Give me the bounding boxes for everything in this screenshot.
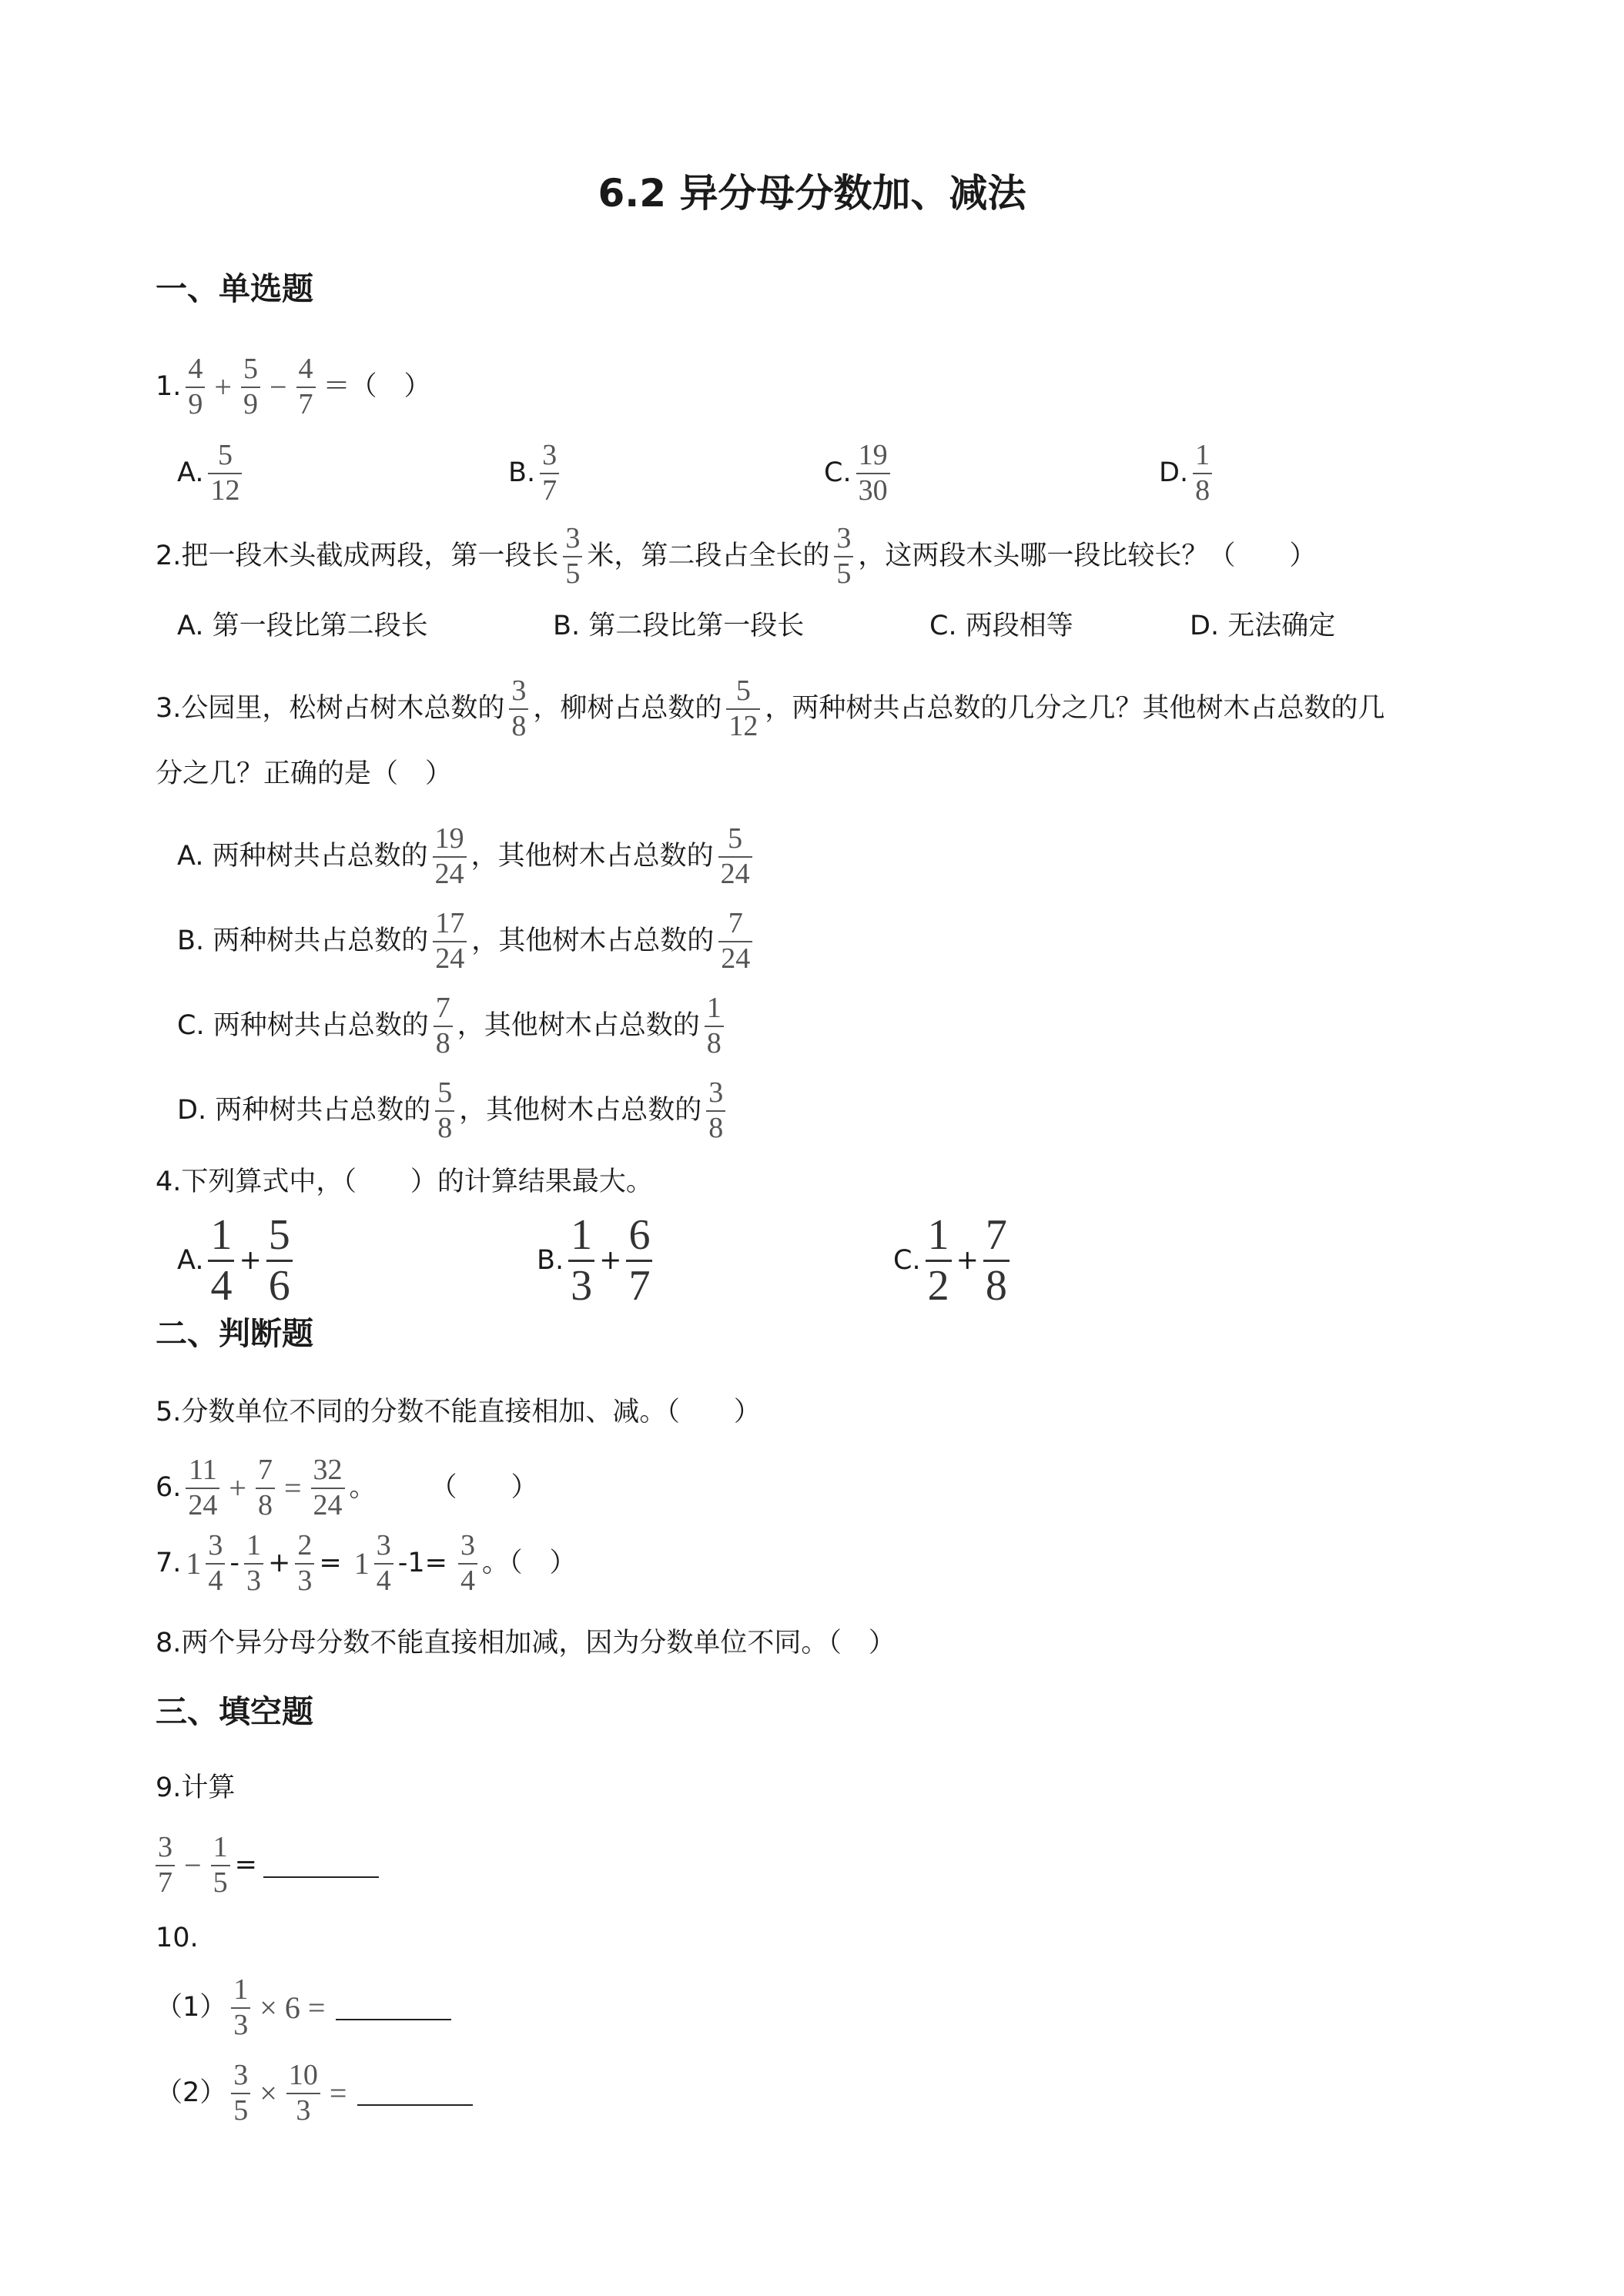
q1-option-a[interactable]: A. $\frac{5}{12}$: [177, 440, 246, 507]
fraction: $\frac{4}{7}$: [296, 354, 316, 420]
q2-option-d[interactable]: D. 无法确定: [1190, 611, 1336, 641]
question-10-part-2: （2） $\frac{3}{5}$ × $\frac{10}{3}$ =: [156, 2060, 473, 2127]
q3-option-d[interactable]: D. 两种树共占总数的 $\frac{5}{8}$ ，其他树木占总数的 $\frac{3}{8}$: [177, 1078, 730, 1144]
fraction: $\frac{2}{3}$: [295, 1531, 314, 1597]
fraction: $\frac{5}{9}$: [241, 354, 260, 420]
fraction: $\frac{1}{3}$: [244, 1531, 263, 1597]
answer-blank[interactable]: [263, 1853, 379, 1878]
q4-option-c[interactable]: C. $\frac{1}{2}$ + $\frac{7}{8}$: [893, 1213, 1014, 1309]
fraction: $\frac{1}{3}$: [231, 1975, 250, 2041]
fraction: $\frac{4}{9}$: [186, 354, 205, 420]
fraction: $\frac{1}{5}$: [211, 1832, 230, 1899]
answer-blank[interactable]: [336, 1996, 451, 2020]
question-6: 6. $\frac{11}{24}$ + $\frac{7}{8}$ = $\frac{32}{24}$ 。 （ ）: [156, 1454, 538, 1521]
question-3-line2: 分之几？正确的是（ ）: [156, 758, 453, 789]
question-number: 1.: [156, 371, 182, 403]
fraction: $\frac{10}{3}$: [286, 2060, 320, 2127]
fraction: $\frac{11}{24}$: [186, 1455, 219, 1521]
fraction: $\frac{32}{24}$: [311, 1455, 345, 1521]
q2-option-c[interactable]: C. 两段相等: [929, 611, 1073, 641]
fraction: $\frac{3}{4}$: [458, 1531, 477, 1597]
q1-option-b[interactable]: B. $\frac{3}{7}$: [508, 440, 564, 507]
q3-option-a[interactable]: A. 两种树共占总数的 $\frac{19}{24}$ ，其他树木占总数的 $\frac{5}{24}$: [177, 824, 757, 890]
section-heading-true-false: 二、判断题: [156, 1315, 313, 1352]
question-10-part-1: （1） $\frac{1}{3}$ × 6 =: [156, 1975, 451, 2041]
question-9-expression: $\frac{3}{7}$ − $\frac{1}{5}$ =: [151, 1832, 379, 1899]
question-5: 5.分数单位不同的分数不能直接相加、减。（ ）: [156, 1397, 761, 1427]
q4-option-b[interactable]: B. $\frac{1}{3}$ + $\frac{6}{7}$: [537, 1213, 657, 1309]
question-8: 8.两个异分母分数不能直接相加减，因为分数单位不同。（ ）: [156, 1628, 896, 1658]
question-3: 3.公园里，松树占树木总数的 $\frac{3}{8}$ ，柳树占总数的 $\frac{5}{12}$ ，两种树共占总数的几分之几？其他树木占总数的几: [156, 674, 1385, 742]
question-1: [156, 354, 431, 420]
question-7: 7. 1 $\frac{3}{4}$ - $\frac{1}{3}$ + $\frac{2}{3}$ = 1 $\frac{3}{4}$ -1= $\frac{3}{4}$ 。（ ）: [156, 1529, 577, 1597]
q2-option-b[interactable]: B. 第二段比第一段长: [553, 611, 805, 641]
operator-plus: +: [214, 369, 232, 404]
q4-option-a[interactable]: A. $\frac{1}{4}$ + $\frac{5}{6}$: [177, 1213, 297, 1309]
fraction: $\frac{7}{8}$: [256, 1455, 275, 1521]
q3-option-c[interactable]: C. 两种树共占总数的 $\frac{7}{8}$ ，其他树木占总数的 $\frac{1}{8}$: [177, 993, 728, 1059]
question-4: 4.下列算式中，（ ）的计算结果最大。: [156, 1166, 653, 1197]
answer-paren: ＝（ ）: [323, 371, 431, 403]
question-9: 9.计算: [156, 1772, 236, 1803]
q2-option-a[interactable]: A. 第一段比第二段长: [177, 611, 428, 641]
fraction: $\frac{3}{5}$: [834, 524, 853, 590]
fraction: $\frac{3}{5}$: [231, 2060, 250, 2127]
page-title: 6.2 异分母分数加、减法: [598, 171, 1026, 216]
fraction: $\frac{3}{4}$: [374, 1531, 393, 1597]
question-2: 2.把一段木头截成两段，第一段长 $\frac{3}{5}$ 米，第二段占全长的 $\frac{3}{5}$ ，这两段木头哪一段比较长？（ ）: [156, 522, 1317, 590]
q3-option-b[interactable]: B. 两种树共占总数的 $\frac{17}{24}$ ，其他树木占总数的 $\frac{7}{24}$: [177, 909, 757, 975]
answer-blank[interactable]: [357, 2081, 473, 2106]
fraction: $\frac{3}{7}$: [156, 1832, 175, 1899]
fraction: $\frac{3}{5}$: [563, 524, 582, 590]
q1-option-d[interactable]: D. $\frac{1}{8}$: [1159, 440, 1217, 507]
fraction: $\frac{5}{12}$: [726, 676, 760, 742]
fraction: $\frac{3}{4}$: [206, 1531, 225, 1597]
fraction: $\frac{3}{8}$: [509, 676, 528, 742]
q1-option-c[interactable]: C. $\frac{19}{30}$: [824, 440, 895, 507]
section-heading-single-choice: 一、单选题: [156, 270, 313, 307]
operator-minus: −: [269, 369, 287, 404]
section-heading-fill-blank: 三、填空题: [156, 1693, 313, 1730]
question-10: 10.: [156, 1923, 199, 1953]
